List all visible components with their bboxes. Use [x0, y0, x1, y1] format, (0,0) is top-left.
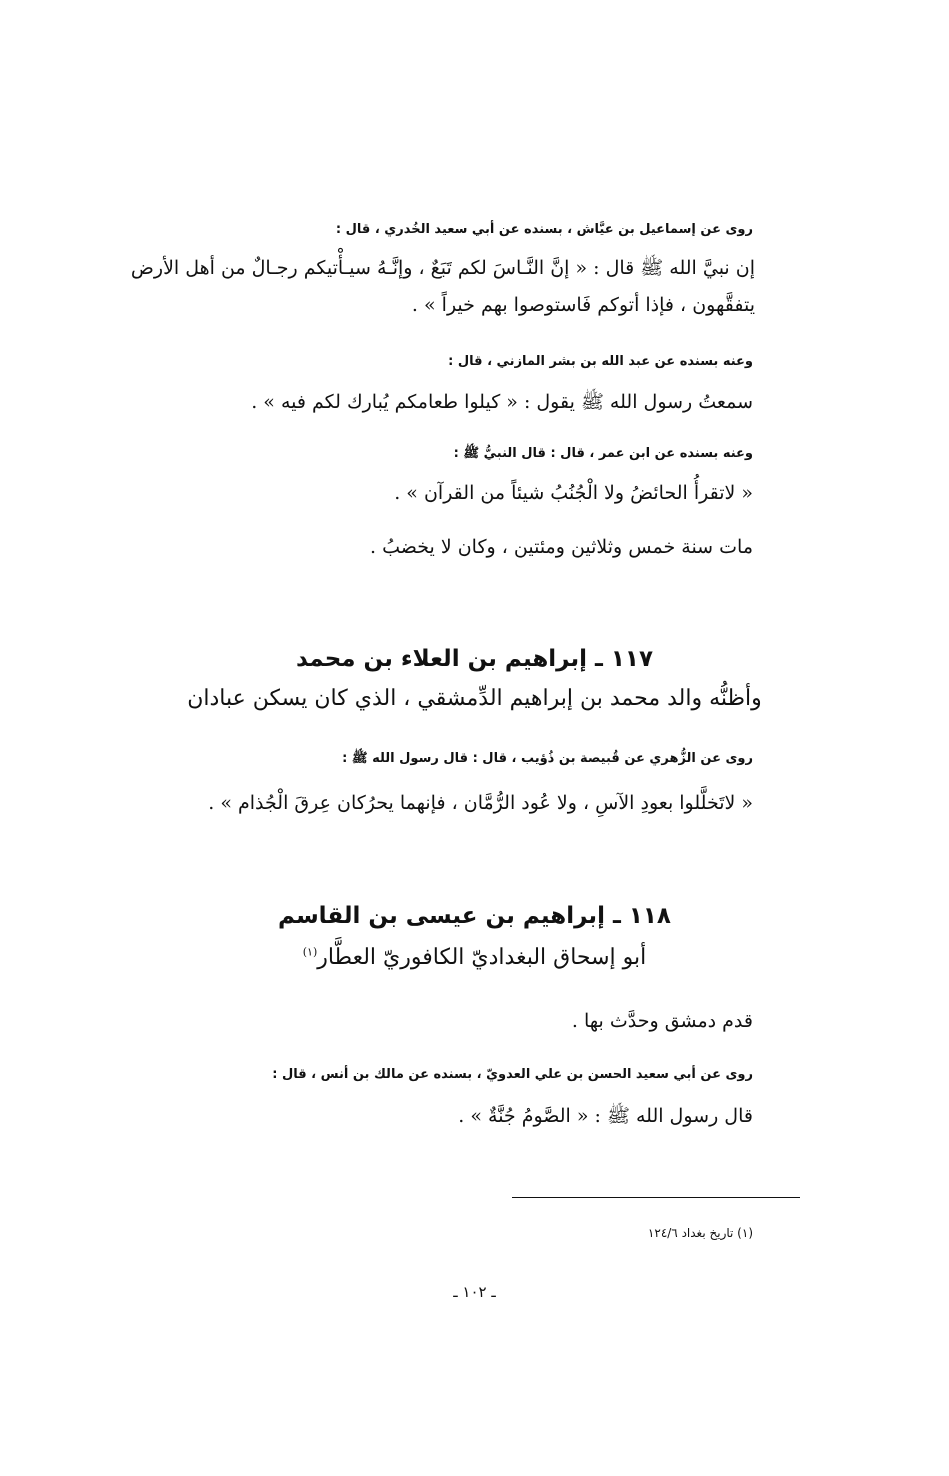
note-line: قدم دمشق وحدَّث بها .	[571, 1010, 753, 1032]
hadith-line: يتفقَّهون ، فإذا أتوكم فَاستوصوا بهم خيراً » .	[411, 294, 755, 316]
footnote: (١) تاريخ بغداد ١٢٤/٦	[647, 1226, 753, 1240]
entry-subtitle	[0, 945, 949, 970]
hadith-line: سمعتُ رسول الله ﷺ يقول : « كيلوا طعامكم يُبارك لكم فيه » .	[251, 391, 753, 413]
entry-subtitle: وأظنُّه والد محمد بن إبراهيم الدِّمشقي ، الذي كان يسكن عبادان	[187, 686, 762, 711]
entry-title: ١١٧ ـ إبراهيم بن العلاء بن محمد	[295, 646, 654, 672]
entry-title: ١١٨ ـ إبراهيم بن عيسى بن القاسم	[278, 903, 671, 929]
entry-subtitle-text: أبو إسحاق البغداديّ الكافوريّ العطَّار	[317, 945, 647, 970]
narration-line: روى عن أبي سعيد الحسن بن علي العدويّ ، بسنده عن مالك بن أنس ، قال :	[272, 1067, 753, 1082]
narration-line: روى عن الزُّهري عن قُبيصة بن ذُؤيب ، قال : قال رسول الله ﷺ :	[342, 751, 753, 766]
narration-line: روى عن إسماعيل بن عيَّاش ، بسنده عن أبي سعيد الخُدري ، قال :	[335, 222, 753, 237]
page-number: ـ ١٠٢ ـ	[453, 1283, 496, 1301]
footnote-divider	[512, 1197, 800, 1198]
footnote-marker: (١)	[302, 945, 318, 959]
hadith-line: « لاتَخلَّلوا بعودِ الآسِ ، ولا عُود الرُّمَّان ، فإنهما يحرُكان عِرقَ الْجُذام » .	[208, 792, 753, 814]
hadith-line: إن نبيَّ الله ﷺ قال : « إنَّ النَّـاسَ لكم تَبَعٌ ، وإنَّـهُ سيـأْتيكم رجـالٌ من أهل الأرض	[130, 257, 755, 279]
hadith-line: قال رسول الله ﷺ : « الصَّومُ جُنَّةٌ » .	[458, 1105, 753, 1127]
hadith-line: « لاتقرأُ الحائضُ ولا الْجُنُبُ شيئاً من القرآن » .	[394, 482, 753, 504]
narration-line: وعنه بسنده عن عبد الله بن بشر المازني ، قال :	[448, 354, 753, 369]
death-note-line: مات سنة خمس وثلاثين ومئتين ، وكان لا يخضبُ .	[370, 536, 753, 558]
narration-line: وعنه بسنده عن ابن عمر ، قال : قال النبيُّ ﷺ :	[453, 446, 753, 461]
